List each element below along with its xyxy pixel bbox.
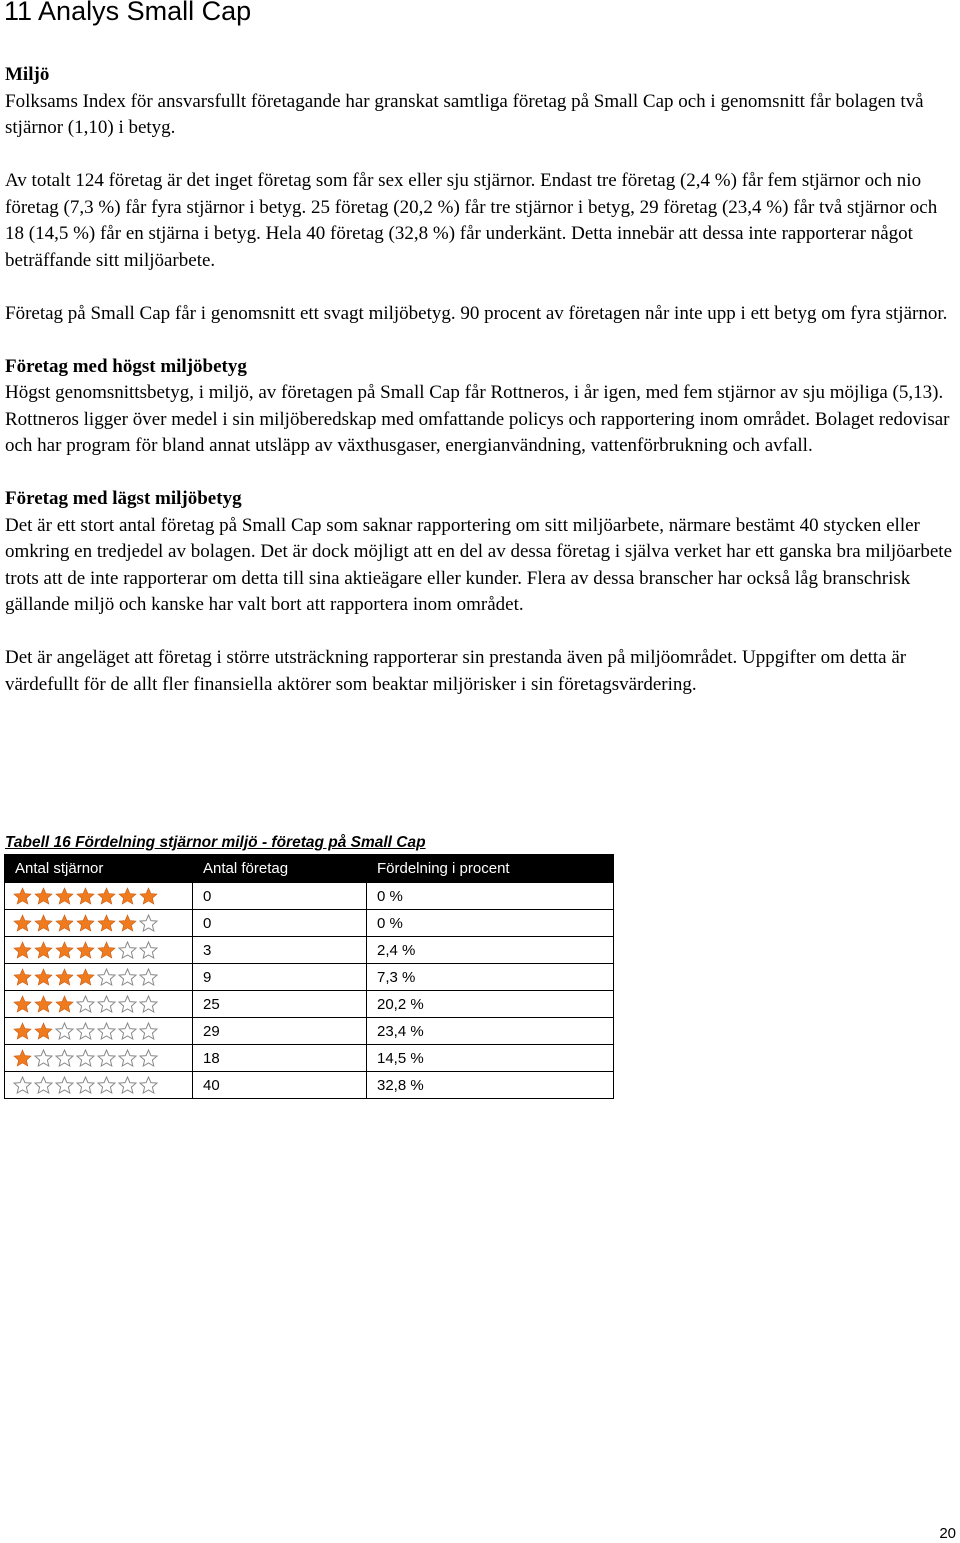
filled-star-icon <box>34 887 53 905</box>
filled-star-icon <box>13 887 32 905</box>
empty-star-icon <box>118 995 137 1013</box>
empty-star-icon <box>139 914 158 932</box>
section-heading-lowest: Företag med lägst miljöbetyg <box>5 488 242 509</box>
empty-star-icon <box>97 1049 116 1067</box>
empty-star-icon <box>139 995 158 1013</box>
company-count-cell: 29 <box>193 1018 367 1045</box>
filled-star-icon <box>118 887 137 905</box>
filled-star-icon <box>97 914 116 932</box>
filled-star-icon <box>97 887 116 905</box>
empty-star-icon <box>118 941 137 959</box>
company-count-cell: 25 <box>193 991 367 1018</box>
filled-star-icon <box>55 887 74 905</box>
empty-star-icon <box>139 968 158 986</box>
chapter-title: 11 Analys Small Cap <box>4 0 252 26</box>
empty-star-icon <box>97 1076 116 1094</box>
filled-star-icon <box>55 914 74 932</box>
company-count-cell: 0 <box>193 910 367 937</box>
document-body <box>5 62 953 698</box>
percent-cell: 32,8 % <box>367 1072 614 1099</box>
company-count-cell: 0 <box>193 883 367 910</box>
filled-star-icon <box>34 941 53 959</box>
paragraph: Det är ett stort antal företag på Small Cap som saknar rapportering om sitt miljöarbete, närmare bestämt 40 stycken eller omkring en tredjedel av bolagen. Det är dock möjligt att en del av dessa företag i själva verket har ett ganska bra miljöarbete trots att de inte rapporterar om detta till sina aktieägare eller kunder. Flera av dessa branscher har också låg branschrisk gällande miljö och kanske har valt bort att rapportera inom området. <box>5 514 953 615</box>
empty-star-icon <box>139 1076 158 1094</box>
table-row <box>5 1045 614 1072</box>
page-number: 20 <box>939 1525 956 1542</box>
filled-star-icon <box>34 914 53 932</box>
column-header-count: Antal företag <box>193 855 367 883</box>
filled-star-icon <box>34 1022 53 1040</box>
empty-star-icon <box>55 1022 74 1040</box>
star-rating-cell <box>5 883 193 910</box>
table-row <box>5 964 614 991</box>
section-heading-miljo: Miljö <box>5 64 50 85</box>
company-count-cell: 18 <box>193 1045 367 1072</box>
empty-star-icon <box>76 1049 95 1067</box>
star-rating <box>13 941 192 959</box>
percent-cell: 2,4 % <box>367 937 614 964</box>
table-row <box>5 910 614 937</box>
filled-star-icon <box>76 968 95 986</box>
filled-star-icon <box>76 941 95 959</box>
empty-star-icon <box>76 995 95 1013</box>
filled-star-icon <box>55 941 74 959</box>
empty-star-icon <box>97 995 116 1013</box>
filled-star-icon <box>118 914 137 932</box>
star-rating <box>13 1049 192 1067</box>
percent-cell: 20,2 % <box>367 991 614 1018</box>
column-header-percent: Fördelning i procent <box>367 855 614 883</box>
table-row <box>5 1018 614 1045</box>
paragraph: Folksams Index för ansvarsfullt företagande har granskat samtliga företag på Small Cap och i genomsnitt får bolagen två stjärnor (1,10) i betyg. <box>5 90 924 138</box>
star-rating <box>13 1022 192 1040</box>
section-heading-highest: Företag med högst miljöbetyg <box>5 355 247 377</box>
percent-cell: 0 % <box>367 883 614 910</box>
empty-star-icon <box>118 1049 137 1067</box>
star-rating-cell <box>5 910 193 937</box>
table-header-row <box>5 855 614 883</box>
column-header-stars: Antal stjärnor <box>5 855 193 883</box>
empty-star-icon <box>139 941 158 959</box>
star-rating <box>13 968 192 986</box>
table-caption: Tabell 16 Fördelning stjärnor miljö - företag på Small Cap <box>5 834 426 851</box>
filled-star-icon <box>13 914 32 932</box>
percent-cell: 23,4 % <box>367 1018 614 1045</box>
paragraph: Av totalt 124 företag är det inget företag som får sex eller sju stjärnor. Endast tre företag (2,4 %) får fem stjärnor och nio företag (7,3 %) får fyra stjärnor i betyg. 25 företag (20,2 %) får tre stjärnor i betyg, 29 företag (23,4 %) får två stjärnor och 18 (14,5 %) får en stjärna i betyg. Hela 40 företag (32,8 %) får underkänt. Detta innebär att dessa inte rapporterar något beträffande sitt miljöarbete. <box>5 170 938 271</box>
empty-star-icon <box>139 1022 158 1040</box>
star-rating <box>13 887 192 905</box>
empty-star-icon <box>76 1076 95 1094</box>
filled-star-icon <box>76 914 95 932</box>
empty-star-icon <box>55 1049 74 1067</box>
star-rating-cell <box>5 1045 193 1072</box>
table-row <box>5 883 614 910</box>
filled-star-icon <box>34 968 53 986</box>
filled-star-icon <box>139 887 158 905</box>
empty-star-icon <box>118 1022 137 1040</box>
table-row <box>5 1072 614 1099</box>
filled-star-icon <box>13 1049 32 1067</box>
filled-star-icon <box>55 968 74 986</box>
percent-cell: 7,3 % <box>367 964 614 991</box>
filled-star-icon <box>55 995 74 1013</box>
paragraph: Högst genomsnittsbetyg, i miljö, av företagen på Small Cap får Rottneros, i år igen, med fem stjärnor av sju möjliga (5,13). Rottneros ligger över medel i sin miljöberedskap med omfattande policys och rapportering inom området. Bolaget redovisar och har program för bland annat utsläpp av växthusgaser, energianvändning, vattenförbrukning och avfall. <box>5 382 950 456</box>
company-count-cell: 3 <box>193 937 367 964</box>
empty-star-icon <box>76 1022 95 1040</box>
star-rating <box>13 914 192 932</box>
star-rating-cell <box>5 964 193 991</box>
empty-star-icon <box>34 1076 53 1094</box>
filled-star-icon <box>13 968 32 986</box>
empty-star-icon <box>118 1076 137 1094</box>
company-count-cell: 40 <box>193 1072 367 1099</box>
table-row <box>5 937 614 964</box>
filled-star-icon <box>13 941 32 959</box>
filled-star-icon <box>13 995 32 1013</box>
filled-star-icon <box>97 941 116 959</box>
percent-cell: 14,5 % <box>367 1045 614 1072</box>
filled-star-icon <box>76 887 95 905</box>
empty-star-icon <box>139 1049 158 1067</box>
table-row <box>5 991 614 1018</box>
star-rating <box>13 995 192 1013</box>
filled-star-icon <box>34 995 53 1013</box>
empty-star-icon <box>97 968 116 986</box>
empty-star-icon <box>118 968 137 986</box>
empty-star-icon <box>34 1049 53 1067</box>
empty-star-icon <box>55 1076 74 1094</box>
paragraph: Det är angeläget att företag i större utsträckning rapporterar sin prestanda även på miljöområdet. Uppgifter om detta är värdefullt för de allt fler finansiella aktörer som beaktar miljörisker i sin företagsvärdering. <box>5 647 907 695</box>
percent-cell: 0 % <box>367 910 614 937</box>
star-rating-cell <box>5 1018 193 1045</box>
star-distribution-table <box>4 854 614 1099</box>
paragraph: Företag på Small Cap får i genomsnitt ett svagt miljöbetyg. 90 procent av företagen når inte upp i ett betyg om fyra stjärnor. <box>5 302 948 324</box>
star-rating <box>13 1076 192 1094</box>
table-body <box>5 883 614 1099</box>
empty-star-icon <box>13 1076 32 1094</box>
star-rating-cell <box>5 991 193 1018</box>
filled-star-icon <box>13 1022 32 1040</box>
star-rating-cell <box>5 937 193 964</box>
company-count-cell: 9 <box>193 964 367 991</box>
empty-star-icon <box>97 1022 116 1040</box>
star-rating-cell <box>5 1072 193 1099</box>
